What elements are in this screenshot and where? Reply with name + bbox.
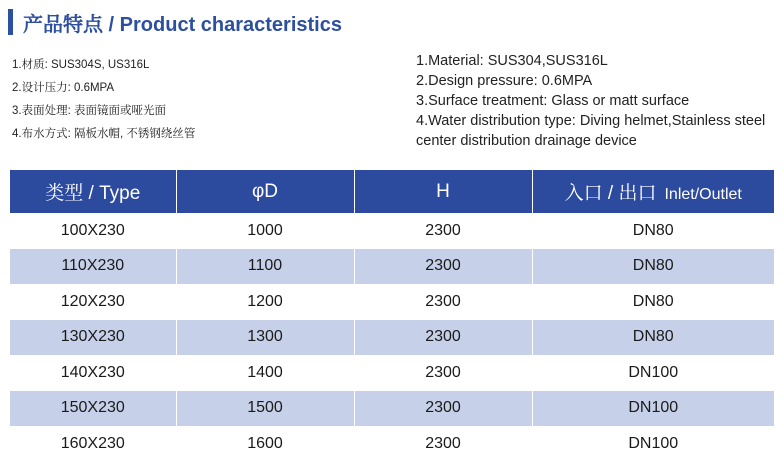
col-header-inlet-outlet: 入口 / 出口 Inlet/Outlet (532, 170, 774, 213)
section-title-bar (8, 8, 342, 36)
cell-diameter: 1100 (176, 249, 354, 285)
table-row (10, 391, 774, 427)
cell-inlet-outlet: DN100 (532, 391, 774, 427)
col-header-diameter: φD (176, 170, 354, 213)
spec-en-pressure: 2.Design pressure: 0.6MPA (416, 73, 593, 89)
cell-diameter: 1500 (176, 391, 354, 427)
cell-height: 2300 (354, 320, 532, 356)
table-row (10, 249, 774, 285)
cell-diameter: 1200 (176, 284, 354, 320)
cell-inlet-outlet: DN100 (532, 355, 774, 391)
spec-cn-surface: 3.表面处理: 表面镜面或哑光面 (12, 105, 166, 117)
cell-inlet-outlet: DN80 (532, 213, 774, 249)
cell-inlet-outlet: DN100 (532, 426, 774, 462)
spec-en-material: 1.Material: SUS304,SUS316L (416, 53, 608, 69)
spec-en-distribution: 4.Water distribution type: Diving helmet,Stainless steel center distribution drainage device (416, 113, 766, 149)
spec-en-surface: 3.Surface treatment: Glass or matt surface (416, 93, 690, 109)
table-header-row (10, 170, 774, 213)
cell-inlet-outlet: DN80 (532, 320, 774, 356)
col-header-height: H (354, 170, 532, 213)
cell-type: 130X230 (10, 320, 176, 356)
cell-type: 110X230 (10, 249, 176, 285)
cell-height: 2300 (354, 391, 532, 427)
col-header-inlet-outlet-en: Inlet/Outlet (664, 186, 742, 203)
title-accent-bar (8, 9, 13, 35)
cell-inlet-outlet: DN80 (532, 249, 774, 285)
cell-type: 150X230 (10, 391, 176, 427)
cell-height: 2300 (354, 284, 532, 320)
specs-chinese (12, 54, 392, 146)
cell-height: 2300 (354, 426, 532, 462)
cell-diameter: 1300 (176, 320, 354, 356)
cell-type: 120X230 (60, 292, 125, 310)
specs-english (416, 51, 778, 151)
cell-diameter: 1600 (176, 426, 354, 462)
table-row (10, 426, 774, 462)
spec-cn-pressure: 2.设计压力: 0.6MPA (12, 82, 115, 94)
cell-type: 160X230 (60, 434, 125, 452)
spec-cn-material: 1.材质: SUS304S, US316L (12, 59, 150, 71)
product-spec-table (10, 170, 774, 462)
cell-type: 140X230 (60, 363, 125, 381)
cell-height: 2300 (354, 355, 532, 391)
cell-diameter: 1400 (176, 355, 354, 391)
section-title: 产品特点 / Product characteristics (23, 13, 342, 36)
table-row (10, 213, 774, 249)
table-row (10, 320, 774, 356)
col-header-type: 类型 / Type (10, 170, 176, 213)
cell-inlet-outlet: DN80 (532, 284, 774, 320)
cell-height: 2300 (354, 249, 532, 285)
cell-height: 2300 (354, 213, 532, 249)
cell-type: 100X230 (60, 221, 125, 239)
table-row (10, 355, 774, 391)
spec-cn-distribution: 4.布水方式: 隔板水帽, 不锈钢绕丝管 (12, 128, 196, 140)
table-row (10, 284, 774, 320)
cell-diameter: 1000 (176, 213, 354, 249)
